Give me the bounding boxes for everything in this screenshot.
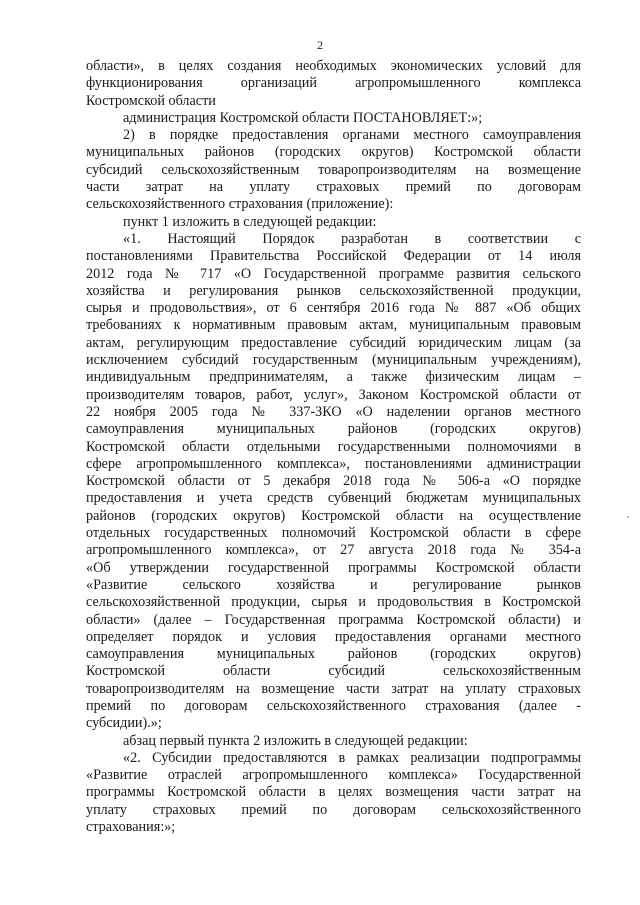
text-line: программы Костромской области в целях возмещения части затрат на: [86, 784, 581, 801]
text-line: субсидии).»;: [86, 715, 162, 732]
text-line: части затрат на уплату страховых премий по договорам: [86, 179, 581, 196]
page-number: 2: [317, 38, 323, 52]
text-line: «2. Субсидии предоставляются в рамках реализации подпрограммы: [123, 749, 581, 766]
text-line: актам, регулирующим предоставление субсидий юридическим лицам (за: [86, 334, 581, 351]
text-line: уплату страховых премий по договорам сельскохозяйственного: [86, 801, 581, 818]
text-line: муниципальных районов (городских округов) Костромской области: [86, 144, 581, 161]
text-line: администрация Костромской области ПОСТАНОВЛЯЕТ:»;: [123, 109, 483, 126]
text-line: постановлениями Правительства Российской Федерации от 14 июля: [86, 248, 581, 265]
text-line: товаропроизводителям на возмещение части затрат на уплату страховых: [86, 680, 581, 697]
text-line: районов (городских округов) Костромской области на осуществление: [86, 507, 581, 524]
text-line: производителям товаров, работ, услуг», Законом Костромской области от: [86, 386, 581, 403]
text-line: самоуправления муниципальных районов (городских округов): [86, 421, 581, 438]
text-line: хозяйства и регулирования рынков сельскохозяйственной продукции,: [86, 282, 581, 299]
text-line: «Об утверждении государственной программы Костромской области: [86, 559, 581, 576]
text-line: страхования:»;: [86, 819, 176, 836]
text-line: сырья и продовольствия», от 6 сентября 2016 года № 887 «Об общих: [86, 300, 581, 317]
scan-speck: [627, 516, 629, 518]
text-line: индивидуальным предпринимателям, а также физическим лицам –: [86, 369, 581, 386]
text-line: «1. Настоящий Порядок разработан в соответствии с: [123, 230, 581, 247]
text-line: Костромской области субсидий сельскохозяйственным: [86, 663, 581, 680]
text-line: сельскохозяйственной продукции, сырья и продовольствия в Костромской: [86, 594, 581, 611]
text-line: самоуправления муниципальных районов (городских округов): [86, 646, 581, 663]
text-line: Костромской области: [86, 92, 216, 109]
text-line: требованиях к нормативным правовым актам, муниципальным правовым: [86, 317, 581, 334]
text-line: «Развитие сельского хозяйства и регулирование рынков: [86, 576, 581, 593]
text-line: определяет порядок и условия предоставления органами местного: [86, 628, 581, 645]
text-line: Костромской области отдельными государственными полномочиями в: [86, 438, 581, 455]
text-line: субсидий сельскохозяйственным товаропроизводителям на возмещение: [86, 161, 581, 178]
text-line: предоставления и учета средств субвенций бюджетам муниципальных: [86, 490, 581, 507]
text-line: агропромышленного комплекса», от 27 августа 2018 года № 354-а: [86, 542, 581, 559]
text-line: пункт 1 изложить в следующей редакции:: [123, 213, 377, 230]
text-line: области», в целях создания необходимых экономических условий для: [86, 58, 581, 74]
text-line: исключением субсидий государственным (муниципальным учреждениям),: [86, 352, 581, 369]
text-line: «Развитие отраслей агропромышленного комплекса» Государственной: [86, 767, 581, 784]
text-line: сельскохозяйственного страхования (приложение):: [86, 196, 394, 213]
text-line: абзац первый пункта 2 изложить в следующей редакции:: [123, 732, 468, 749]
text-line: премий по договорам сельскохозяйственного страхования (далее -: [86, 697, 581, 714]
text-line: функционирования организаций агропромышленного комплекса: [86, 75, 581, 92]
document-body: [86, 58, 581, 836]
text-line: Костромской области от 5 декабря 2018 года № 506-а «О порядке: [86, 473, 581, 490]
text-line: 2) в порядке предоставления органами местного самоуправления: [123, 127, 581, 144]
text-line: сфере агропромышленного комплекса», постановлениями администрации: [86, 455, 581, 472]
text-line: отдельных государственных полномочий Костромской области в сфере: [86, 525, 581, 542]
text-line: 22 ноября 2005 года № 337-ЗКО «О наделении органов местного: [86, 403, 581, 420]
text-line: области» (далее – Государственная программа Костромской области) и: [86, 611, 581, 628]
text-line: 2012 года № 717 «О Государственной программе развития сельского: [86, 265, 581, 282]
